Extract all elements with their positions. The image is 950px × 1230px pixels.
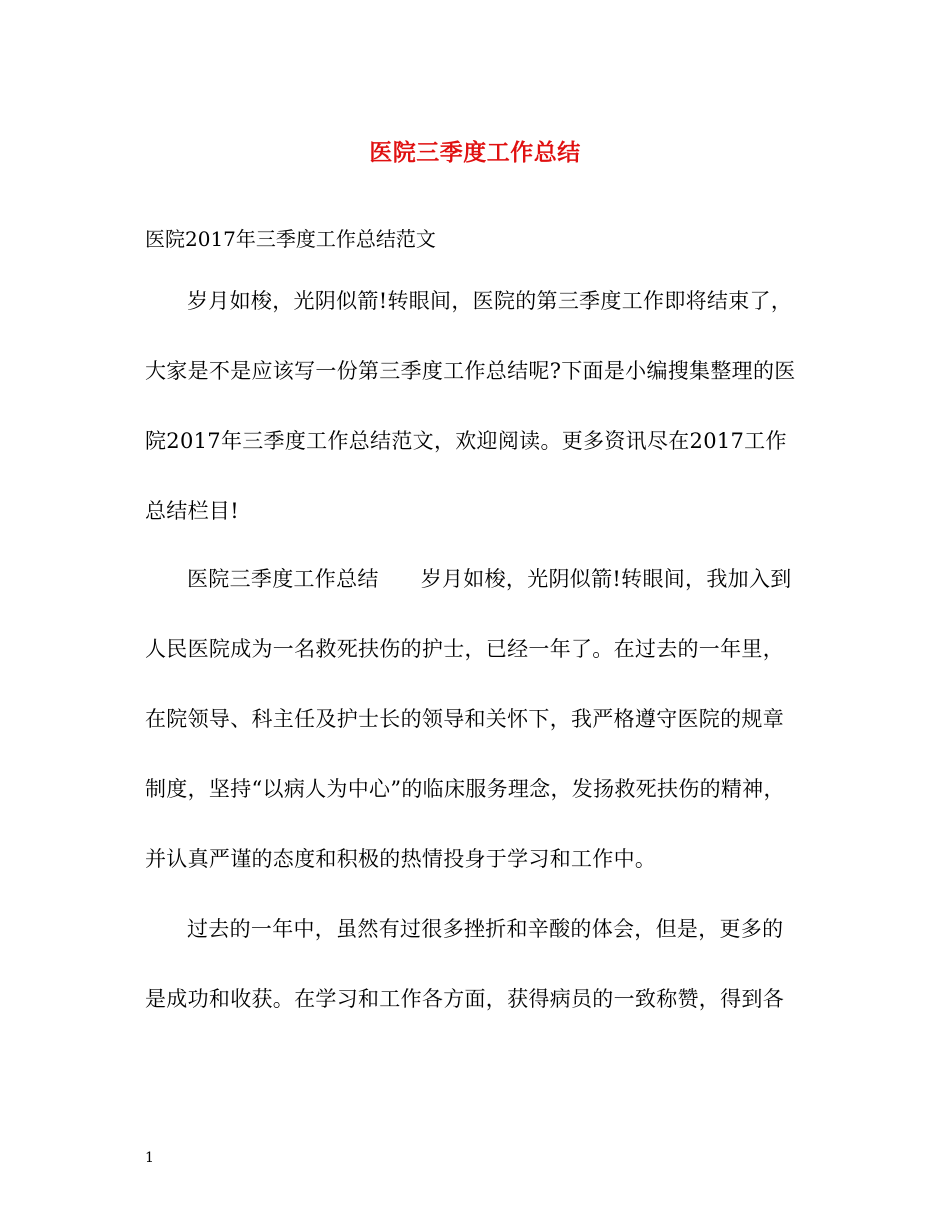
page-number: 1	[145, 1150, 154, 1166]
paragraph-2-line-4: 制度，坚持“以病人为中心”的临床服务理念，发扬救死扶伤的精神，	[145, 777, 785, 801]
paragraph-1-line-1: 岁月如梭，光阴似箭!转眼间，医院的第三季度工作即将结束了，	[187, 289, 793, 313]
paragraph-1-line-2: 大家是不是应该写一份第三季度工作总结呢?下面是小编搜集整理的医	[145, 359, 796, 383]
paragraph-2-line-5: 并认真严谨的态度和积极的热情投身于学习和工作中。	[145, 847, 657, 871]
paragraph-3-line-2: 是成功和收获。在学习和工作各方面，获得病员的一致称赞，得到各	[145, 987, 784, 1011]
paragraph-1-line-4: 总结栏目!	[145, 499, 239, 523]
document-title: 医院三季度工作总结	[369, 139, 581, 166]
paragraph-2-line-2: 人民医院成为一名救死扶伤的护士，已经一年了。在过去的一年里，	[145, 637, 784, 661]
paragraph-3-line-1: 过去的一年中，虽然有过很多挫折和辛酸的体会，但是，更多的	[187, 917, 784, 941]
document-subtitle: 医院2017年三季度工作总结范文	[145, 227, 436, 251]
paragraph-2-line-1-text: 岁月如梭，光阴似箭!转眼间，我加入到	[420, 567, 792, 591]
paragraph-2-line-1	[187, 563, 792, 593]
paragraph-1-line-3: 院2017年三季度工作总结范文，欢迎阅读。更多资讯尽在2017工作	[145, 429, 787, 453]
paragraph-2-heading: 医院三季度工作总结	[187, 567, 379, 591]
paragraph-2-line-3: 在院领导、科主任及护士长的领导和关怀下，我严格遵守医院的规章	[145, 707, 784, 731]
